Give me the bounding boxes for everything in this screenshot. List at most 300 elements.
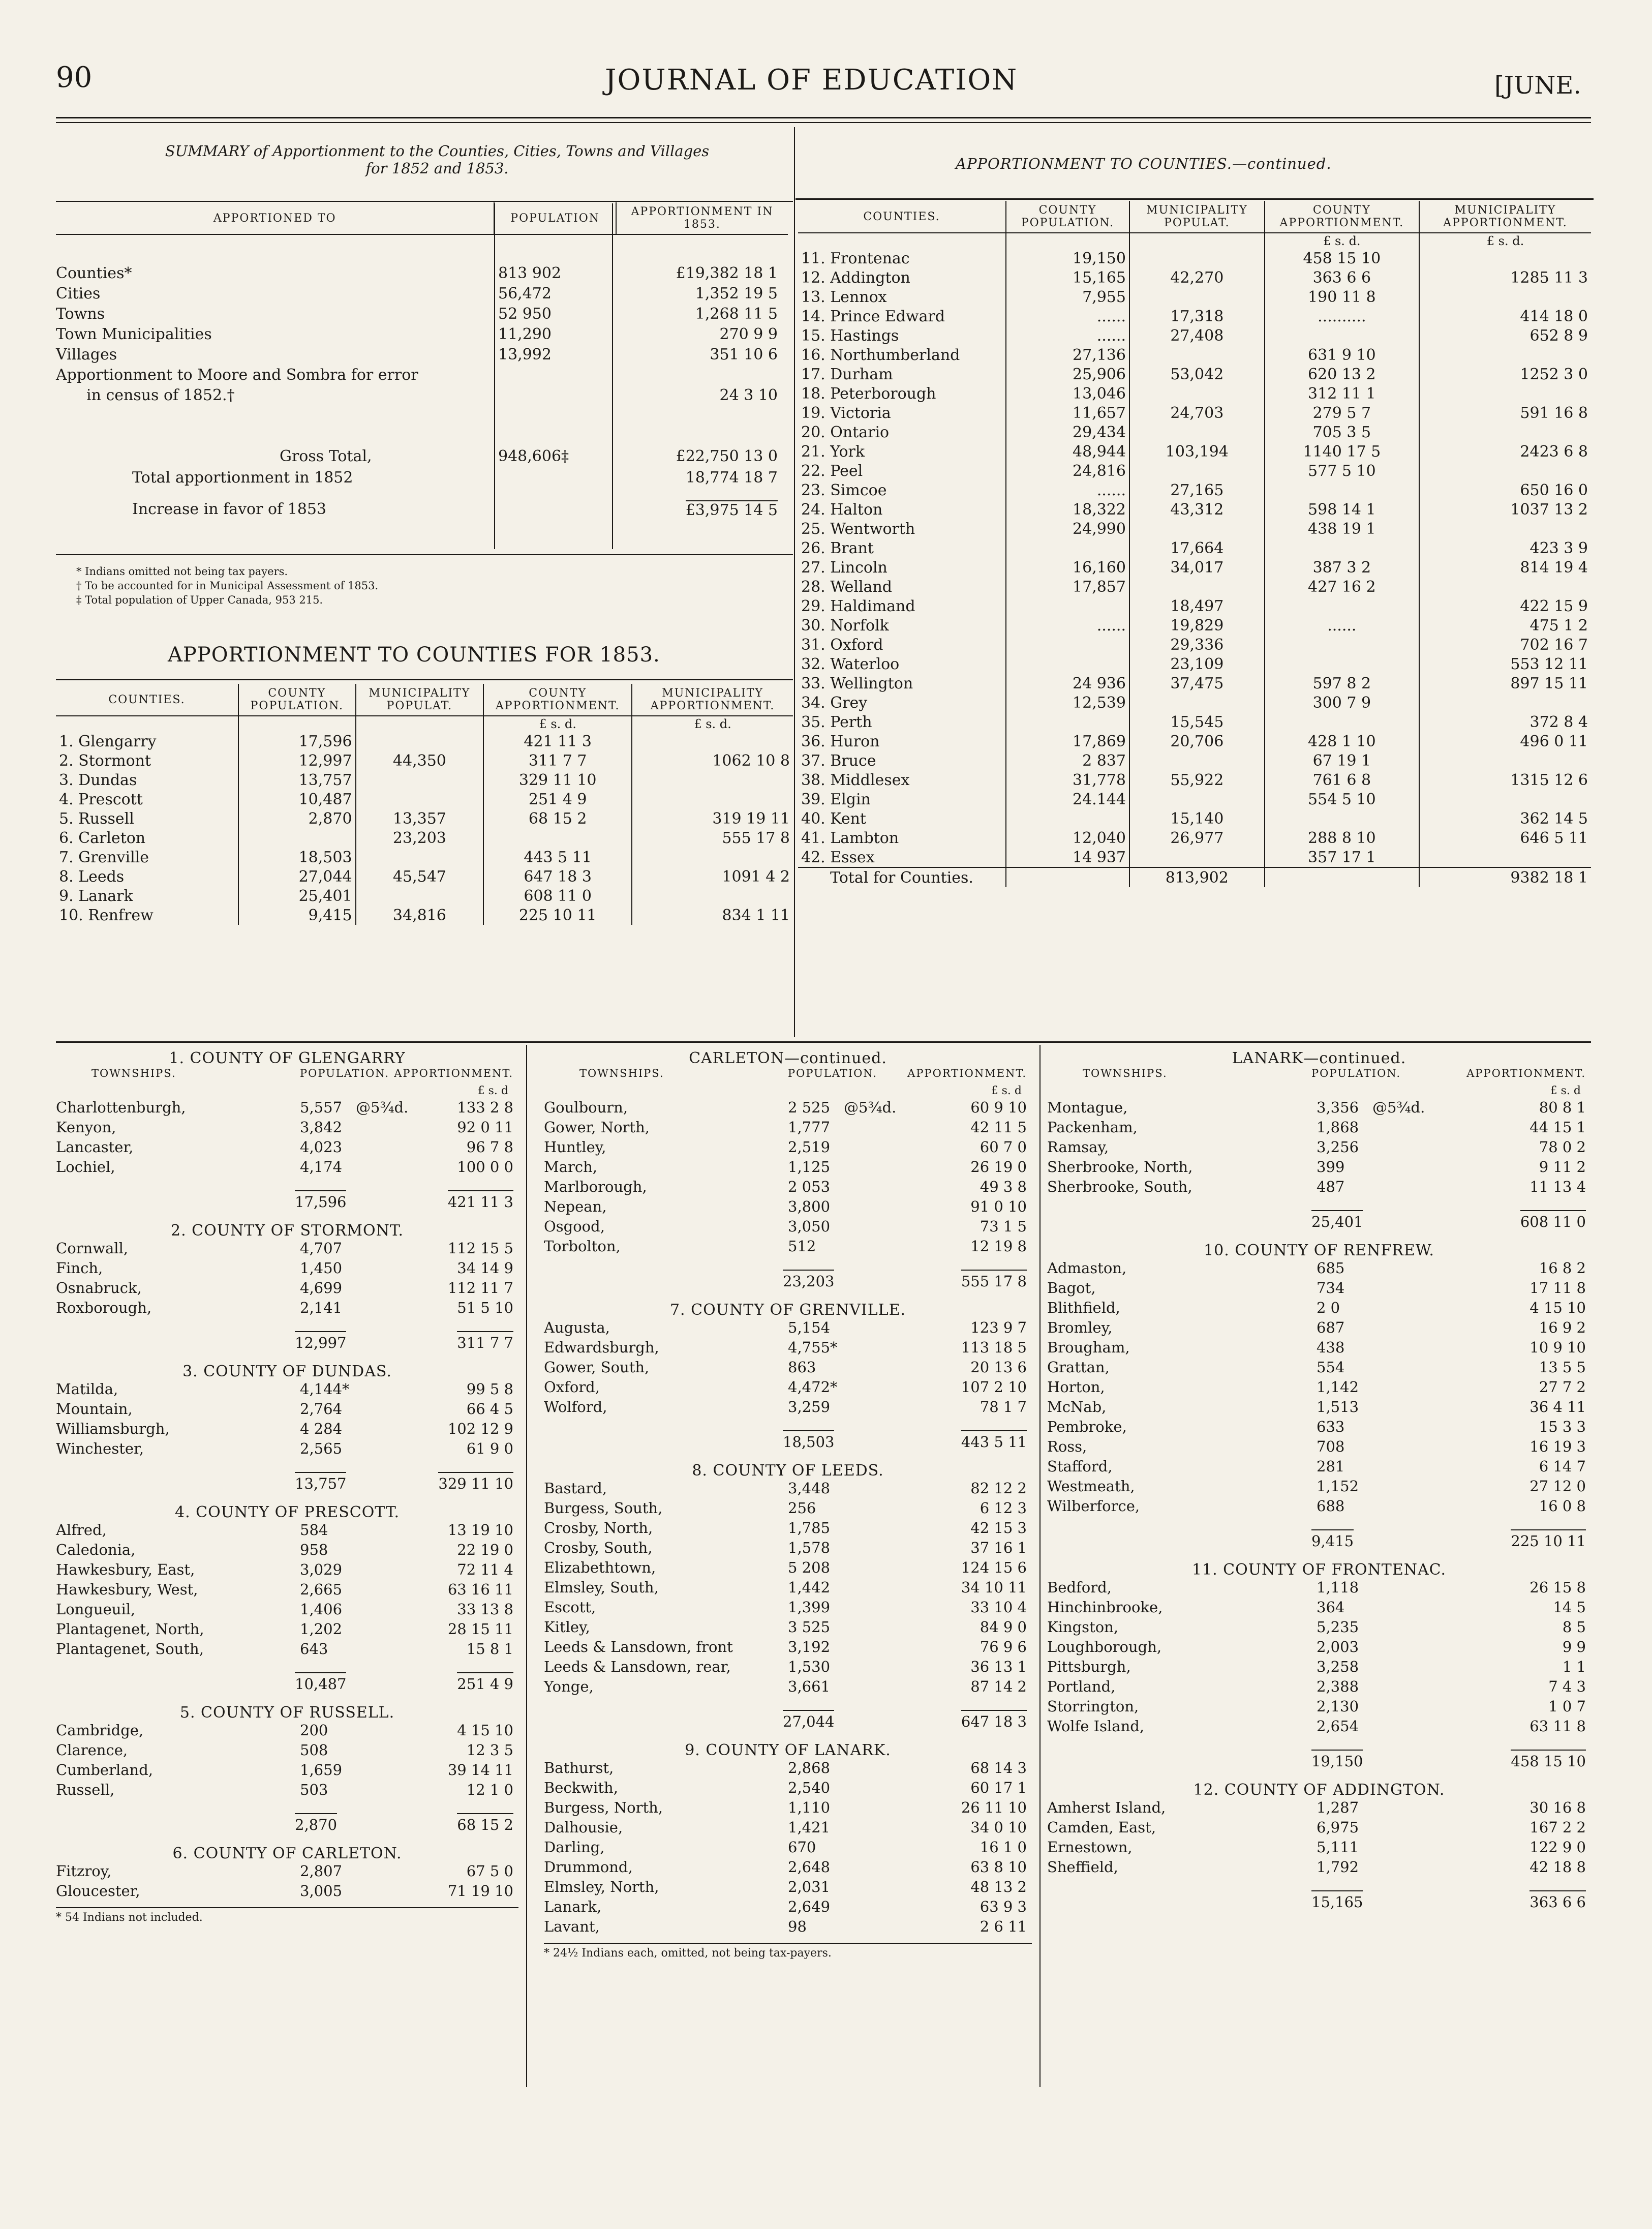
county-app (1265, 654, 1419, 674)
township-app: 7 4 3 (1548, 1678, 1586, 1695)
county-app: 421 11 3 (483, 732, 632, 751)
county-total-row (798, 867, 1591, 887)
township-app: 92 0 11 (457, 1119, 513, 1136)
township-name: Loughborough, (1047, 1638, 1162, 1655)
section-total-app: 311 7 7 (457, 1331, 513, 1351)
township-name: Bathurst, (544, 1759, 614, 1776)
summary-row (56, 366, 788, 386)
county-app: 577 5 10 (1265, 461, 1419, 480)
muni-pop: 44,350 (356, 751, 484, 770)
township-pop: 2,565 (300, 1440, 343, 1457)
muni-pop (1129, 345, 1265, 365)
muni-app: 422 15 9 (1520, 597, 1588, 615)
township-row (544, 1599, 1032, 1618)
section-total (56, 1805, 518, 1835)
county-app: 288 8 10 (1265, 828, 1419, 848)
muni-app: 372 8 4 (1529, 713, 1588, 731)
township-app: 33 10 4 (970, 1599, 1027, 1616)
county-name: 36. Huron (798, 732, 1006, 751)
county-section-title: LANARK—continued. (1232, 1049, 1406, 1067)
summary-row (56, 325, 788, 346)
county-section-title: CARLETON—continued. (689, 1049, 887, 1067)
county-app: 427 16 2 (1265, 577, 1419, 596)
township-name: Grattan, (1047, 1359, 1110, 1376)
county-app: 631 9 10 (1265, 345, 1419, 365)
muni-app: 475 1 2 (1529, 616, 1588, 635)
township-header (544, 1067, 1032, 1085)
township-header (1047, 1067, 1591, 1085)
township-app: 9 11 2 (1539, 1158, 1586, 1176)
township-row (1047, 1339, 1591, 1359)
township-app: 123 9 7 (970, 1319, 1027, 1336)
muni-app: 652 8 9 (1529, 326, 1588, 345)
township-pop: 1,792 (1317, 1858, 1359, 1876)
muni-pop: 37,475 (1129, 674, 1265, 693)
county-pop: 18,503 (238, 848, 356, 867)
township-name: Leeds & Lansdown, rear, (544, 1658, 731, 1675)
county-row (56, 751, 793, 770)
township-name: Roxborough, (56, 1299, 152, 1316)
muni-app: 591 16 8 (1520, 404, 1588, 422)
township-column-2 (544, 1047, 1032, 1960)
township-name: Wilberforce, (1047, 1497, 1140, 1515)
township-app: 76 9 6 (980, 1638, 1027, 1655)
county-name: 37. Bruce (798, 751, 1006, 770)
township-row (1047, 1497, 1591, 1517)
township-head-app: APPORTIONMENT. (907, 1067, 1027, 1079)
county-section-title: 2. COUNTY OF STORMONT. (171, 1222, 404, 1240)
county-row (56, 848, 793, 867)
rate-note: @5¾d. (844, 1099, 897, 1116)
county-app: 761 6 8 (1265, 770, 1419, 790)
county-pop (1006, 712, 1129, 732)
muni-app: 1062 10 8 (712, 751, 790, 770)
left-county-table (56, 684, 793, 925)
township-name: Burgess, North, (544, 1799, 663, 1816)
county-pop: 24 936 (1006, 674, 1129, 693)
township-row (544, 1099, 1032, 1119)
township-name: Bagot, (1047, 1279, 1096, 1297)
muni-pop: 17,318 (1129, 307, 1265, 326)
county-row (56, 732, 793, 751)
county-row (56, 867, 793, 886)
township-app: 78 1 7 (980, 1398, 1027, 1415)
summary-row-amount: 1,352 19 5 (695, 285, 778, 303)
township-pop: 1,777 (788, 1119, 831, 1136)
township-app: 15 8 1 (466, 1640, 513, 1658)
county-name: 7. Grenville (56, 848, 238, 867)
section-total-pop: 25,401 (1311, 1210, 1363, 1230)
township-app: 51 5 10 (457, 1299, 513, 1316)
summary-row-label: in census of 1852.† (86, 386, 235, 404)
muni-pop: 18,497 (1129, 596, 1265, 616)
township-pop: 708 (1317, 1438, 1345, 1455)
township-pop: 3,259 (788, 1398, 831, 1415)
county-pop: 15,165 (1006, 268, 1129, 287)
summary-row-amount: £19,382 18 1 (676, 264, 778, 282)
township-name: Montague, (1047, 1099, 1128, 1116)
county-name: 20. Ontario (798, 423, 1006, 442)
township-pop: 4 284 (300, 1420, 343, 1437)
section-total (1047, 1202, 1591, 1232)
county-pop: 27,136 (1006, 345, 1129, 365)
township-pop: 281 (1317, 1458, 1345, 1475)
muni-app: 702 16 7 (1520, 636, 1588, 654)
township-pop: 1,868 (1317, 1119, 1359, 1136)
county-pop: ...... (1006, 616, 1129, 635)
prev-total-label: Total apportionment in 1852 (132, 469, 353, 487)
lsd-cell (1129, 233, 1265, 249)
lsd-cell (238, 716, 356, 732)
township-app: 26 11 10 (961, 1799, 1027, 1816)
section-total-app: 329 11 10 (438, 1472, 513, 1492)
township-row (56, 1541, 518, 1561)
summary-col-pop: POPULATION (494, 202, 616, 234)
county-app: 438 19 1 (1265, 519, 1419, 538)
county-row (798, 423, 1591, 442)
township-pop: 98 (788, 1918, 807, 1935)
county-section-title: 9. COUNTY OF LANARK. (685, 1741, 891, 1759)
township-pop: 512 (788, 1238, 816, 1255)
county-name: 12. Addington (798, 268, 1006, 287)
township-pop: 554 (1317, 1359, 1345, 1376)
county-section-title: 1. COUNTY OF GLENGARRY (169, 1049, 406, 1067)
muni-app: 814 19 4 (1520, 558, 1588, 577)
township-row (56, 1781, 518, 1801)
township-pop: 2,388 (1317, 1678, 1359, 1695)
county-name: 25. Wentworth (798, 519, 1006, 538)
county-app: 647 18 3 (483, 867, 632, 886)
county-row (798, 790, 1591, 809)
township-lsd-label: £ s. d (477, 1085, 508, 1097)
page-number: 90 (56, 61, 93, 94)
township-name: McNab, (1047, 1398, 1107, 1415)
township-lsd (544, 1085, 1032, 1099)
section-total (56, 1323, 518, 1353)
township-pop: 503 (300, 1781, 328, 1798)
township-row (544, 1819, 1032, 1839)
muni-pop (1129, 790, 1265, 809)
summary-row-label: Towns (56, 305, 105, 323)
township-app: 102 12 9 (447, 1420, 513, 1437)
county-row (56, 828, 793, 848)
township-name: Stafford, (1047, 1458, 1113, 1475)
total-cp (1006, 867, 1129, 887)
township-app: 10 9 10 (1529, 1339, 1586, 1356)
summary-caption (56, 142, 818, 177)
township-name: Yonge, (544, 1678, 594, 1695)
township-pop: 3,005 (300, 1882, 343, 1900)
township-name: Charlottenburgh, (56, 1099, 186, 1116)
township-row (544, 1378, 1032, 1398)
section-total-app: 555 17 8 (961, 1270, 1027, 1290)
township-app: 36 13 1 (970, 1658, 1027, 1675)
township-name: Escott, (544, 1599, 596, 1616)
township-row (56, 1722, 518, 1741)
muni-app: 646 5 11 (1520, 829, 1588, 847)
township-name: Westmeath, (1047, 1478, 1135, 1495)
section-total-pop: 18,503 (783, 1430, 834, 1451)
township-app: 49 3 8 (980, 1178, 1027, 1195)
muni-pop: 27,165 (1129, 480, 1265, 500)
county-pop (238, 828, 356, 848)
section-total-app: 421 11 3 (448, 1190, 513, 1211)
county-app: 598 14 1 (1265, 500, 1419, 519)
township-row (1047, 1599, 1591, 1618)
county-name: 28. Welland (798, 577, 1006, 596)
township-row (56, 1640, 518, 1660)
township-pop: 5,557 (300, 1099, 343, 1116)
township-app: 122 9 0 (1529, 1839, 1586, 1856)
township-pop: 688 (1317, 1497, 1345, 1515)
township-row (544, 1398, 1032, 1418)
township-name: Horton, (1047, 1378, 1105, 1396)
township-row (1047, 1119, 1591, 1138)
county-row (798, 674, 1591, 693)
rate-note: @5¾d. (356, 1099, 409, 1116)
county-pop: 25,401 (238, 886, 356, 906)
county-row (798, 345, 1591, 365)
county-section-title: 8. COUNTY OF LEEDS. (692, 1462, 884, 1480)
county-name: 3. Dundas (56, 770, 238, 790)
township-name: Lavant, (544, 1918, 600, 1935)
right-top-rule (796, 198, 1594, 200)
county-name: 34. Grey (798, 693, 1006, 712)
township-head-pop: POPULATION. (1311, 1067, 1401, 1079)
county-section-title: 4. COUNTY OF PRESCOTT. (174, 1503, 400, 1521)
county-app: 67 19 1 (1265, 751, 1419, 770)
county-name: 22. Peel (798, 461, 1006, 480)
muni-app: 1285 11 3 (1510, 268, 1588, 287)
muni-app (1419, 384, 1591, 403)
section-total-pop: 13,757 (295, 1472, 346, 1492)
township-pop: 4,174 (300, 1158, 343, 1176)
township-app: 80 8 1 (1539, 1099, 1586, 1116)
county-row (56, 809, 793, 828)
township-pop: 4,144* (300, 1380, 350, 1398)
township-name: Pittsburgh, (1047, 1658, 1131, 1675)
county-name: 5. Russell (56, 809, 238, 828)
township-name: Cornwall, (56, 1240, 129, 1257)
township-row (544, 1359, 1032, 1378)
township-pop: 3,029 (300, 1561, 343, 1578)
township-row (56, 1158, 518, 1178)
township-pop: 2,003 (1317, 1638, 1359, 1655)
township-name: Fitzroy, (56, 1862, 112, 1880)
county-name: 30. Norfolk (798, 616, 1006, 635)
county-app (1265, 809, 1419, 828)
township-row (544, 1158, 1032, 1178)
township-row (56, 1119, 518, 1138)
township-name: Edwardsburgh, (544, 1339, 659, 1356)
township-pop: 3,356 (1317, 1099, 1359, 1116)
township-row (56, 1259, 518, 1279)
township-name: Dalhousie, (544, 1819, 623, 1836)
township-pop: 2,540 (788, 1779, 831, 1796)
township-pop: 3 525 (788, 1618, 831, 1636)
township-app: 16 9 2 (1539, 1319, 1586, 1336)
section-total (1047, 1741, 1591, 1772)
township-name: Leeds & Lansdown, front (544, 1638, 733, 1655)
township-pop: 1,530 (788, 1658, 831, 1675)
county-name: 41. Lambton (798, 828, 1006, 848)
township-row (1047, 1299, 1591, 1319)
county-pop: 12,040 (1006, 828, 1129, 848)
township-app: 73 1 5 (980, 1218, 1027, 1235)
township-app: 34 0 10 (970, 1819, 1027, 1836)
summary-row (56, 386, 788, 407)
township-name: Osnabruck, (56, 1279, 142, 1297)
township-pop: 1,513 (1317, 1398, 1359, 1415)
summary-table (56, 202, 788, 235)
gross-total-amount: £22,750 13 0 (676, 447, 778, 465)
township-app: 87 14 2 (970, 1678, 1027, 1695)
township-name: Caledonia, (56, 1541, 136, 1558)
summary-bottom-rule (56, 554, 793, 555)
township-row (56, 1279, 518, 1299)
center-divider (794, 127, 795, 1037)
muni-app: 362 14 5 (1520, 809, 1588, 828)
county-row (56, 906, 793, 925)
muni-pop: 13,357 (356, 809, 484, 828)
muni-pop: 34,017 (1129, 558, 1265, 577)
township-pop: 863 (788, 1359, 816, 1376)
section-total-pop: 17,596 (295, 1190, 346, 1211)
county-pop: 2 837 (1006, 751, 1129, 770)
township-lsd (1047, 1085, 1591, 1099)
muni-pop: 20,706 (1129, 732, 1265, 751)
county-row (798, 770, 1591, 790)
township-row (1047, 1458, 1591, 1478)
county-name: 32. Waterloo (798, 654, 1006, 674)
summary-totals (56, 447, 788, 522)
township-name: Hawkesbury, East, (56, 1561, 195, 1578)
county-row (798, 326, 1591, 345)
township-pop: 3,800 (788, 1198, 831, 1215)
muni-app (1419, 848, 1591, 867)
county-app: 705 3 5 (1265, 423, 1419, 442)
section-total-app: 458 15 10 (1511, 1750, 1586, 1770)
county-name: 33. Wellington (798, 674, 1006, 693)
section-total (56, 1464, 518, 1494)
muni-pop (356, 732, 484, 751)
county-app: 428 1 10 (1265, 732, 1419, 751)
township-app: 68 14 3 (970, 1759, 1027, 1776)
right-table-title: APPORTIONMENT TO COUNTIES.—continued. (956, 155, 1332, 172)
township-name: Sherbrooke, North, (1047, 1158, 1193, 1176)
muni-app (1419, 423, 1591, 442)
muni-app (1419, 519, 1591, 538)
county-name: 8. Leeds (56, 867, 238, 886)
muni-pop: 43,312 (1129, 500, 1265, 519)
total-label: Total for Counties. (798, 867, 1006, 887)
county-app: 251 4 9 (483, 790, 632, 809)
muni-pop: 103,194 (1129, 442, 1265, 461)
muni-app (1419, 345, 1591, 365)
county-name: 42. Essex (798, 848, 1006, 867)
township-row (1047, 1678, 1591, 1698)
county-pop: 25,906 (1006, 365, 1129, 384)
lsd-cell: £ s. d. (483, 716, 632, 732)
township-pop: 2,141 (300, 1299, 343, 1316)
county-pop: 19,150 (1006, 249, 1129, 268)
township-app: 82 12 2 (970, 1480, 1027, 1497)
township-app: 17 11 8 (1529, 1279, 1586, 1297)
summary-row (56, 305, 788, 325)
township-head-app: APPORTIONMENT. (394, 1067, 513, 1079)
township-app: 16 1 0 (980, 1839, 1027, 1856)
township-row (544, 1238, 1032, 1257)
township-row (1047, 1158, 1591, 1178)
county-name: 38. Middlesex (798, 770, 1006, 790)
township-row (56, 1620, 518, 1640)
township-pop: 2,130 (1317, 1698, 1359, 1715)
township-app: 78 0 2 (1539, 1138, 1586, 1156)
township-row (1047, 1178, 1591, 1198)
township-pop: 2,519 (788, 1138, 831, 1156)
township-app: 12 3 5 (466, 1741, 513, 1759)
lsd-cell (56, 716, 238, 732)
township-row (56, 1240, 518, 1259)
township-app: 112 11 7 (447, 1279, 513, 1297)
county-name: 29. Haldimand (798, 596, 1006, 616)
township-app: 4 15 10 (457, 1722, 513, 1739)
county-pop: 24,816 (1006, 461, 1129, 480)
township-name: Elmsley, South, (544, 1579, 659, 1596)
township-pop: 1,450 (300, 1259, 343, 1277)
county-app (1265, 480, 1419, 500)
summary-vrule-1 (494, 203, 495, 549)
township-row (1047, 1319, 1591, 1339)
township-row (544, 1119, 1032, 1138)
section-total (1047, 1882, 1591, 1913)
township-row (544, 1539, 1032, 1559)
col-counties: COUNTIES. (798, 201, 1006, 233)
county-name: 17. Durham (798, 365, 1006, 384)
section-total-pop: 12,997 (295, 1331, 346, 1351)
county-app: 608 11 0 (483, 886, 632, 906)
county-section-title: 6. COUNTY OF CARLETON. (172, 1845, 402, 1862)
township-column-1 (56, 1047, 518, 1924)
county-row (798, 287, 1591, 307)
muni-app: 2423 6 8 (1520, 442, 1588, 461)
county-pop: 17,596 (238, 732, 356, 751)
township-row (1047, 1638, 1591, 1658)
issue-month: [JUNE. (1494, 71, 1581, 100)
section-total-pop: 2,870 (295, 1813, 337, 1833)
township-pop: 1,142 (1317, 1378, 1359, 1396)
township-pop: 438 (1317, 1339, 1345, 1356)
township-pop: 1,118 (1317, 1579, 1359, 1596)
township-row (544, 1658, 1032, 1678)
section-total (1047, 1521, 1591, 1552)
muni-pop (356, 886, 484, 906)
county-app: 363 6 6 (1265, 268, 1419, 287)
township-app: 8 5 (1562, 1618, 1586, 1636)
summary-row-amount: 24 3 10 (719, 386, 778, 404)
township-row (1047, 1279, 1591, 1299)
county-pop: ...... (1006, 326, 1129, 345)
township-app: 16 0 8 (1539, 1497, 1586, 1515)
county-name: 27. Lincoln (798, 558, 1006, 577)
county-row (798, 732, 1591, 751)
total-ca (1265, 867, 1419, 887)
township-app: 67 5 0 (466, 1862, 513, 1880)
increase-label: Increase in favor of 1853 (132, 500, 327, 518)
township-name: Gower, North, (544, 1119, 650, 1136)
township-name: Torbolton, (544, 1238, 621, 1255)
township-name: Plantagenet, North, (56, 1620, 204, 1638)
